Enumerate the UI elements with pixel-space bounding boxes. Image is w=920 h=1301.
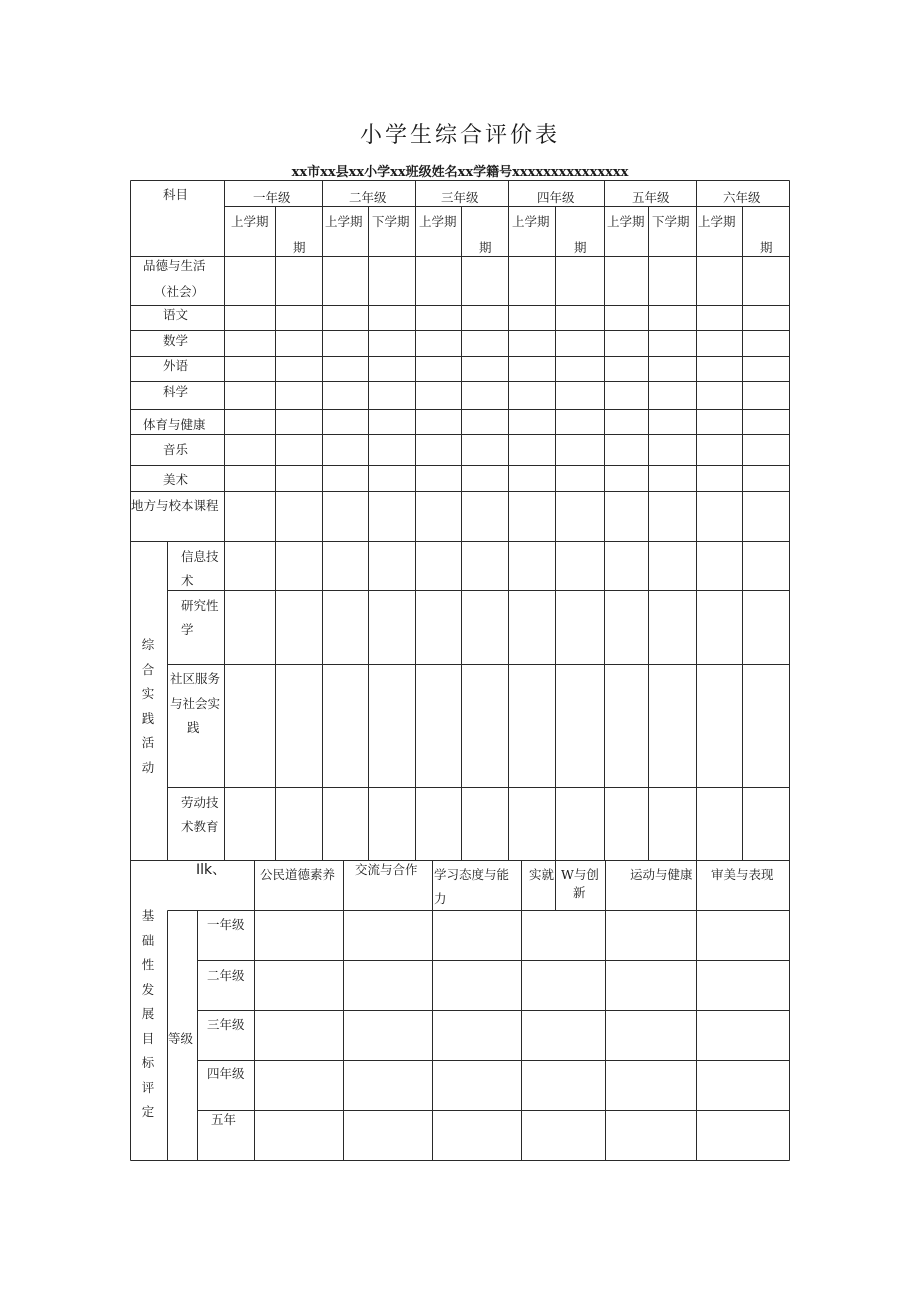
term-upper-g2: 上学期 <box>325 214 363 229</box>
practice-labor-line2: 术教育 <box>181 819 219 834</box>
term-upper-g1: 上学期 <box>231 214 269 229</box>
basic-header-communication: 交流与合作 <box>355 862 418 877</box>
term-lower-g5: 下学期 <box>652 214 690 229</box>
subject-music: 音乐 <box>163 442 189 457</box>
term-lower-partial-g6: 期 <box>760 240 773 255</box>
term-upper-g3: 上学期 <box>419 214 457 229</box>
basic-header-morality: 公民道德素养 <box>260 867 336 882</box>
grade-header-1: 一年级 <box>253 190 291 205</box>
basic-header-attitude-line1: 学习态度与能 <box>434 867 510 882</box>
basic-header-sports: 运动与健康 <box>630 867 693 882</box>
practice-research-line1: 研究性 <box>181 598 219 613</box>
subject-chinese: 语文 <box>163 307 189 322</box>
basic-header-attitude-line2: 力 <box>434 891 447 906</box>
basic-header-innovation-line2: 新 <box>573 885 586 900</box>
page-title: 小学生综合评价表 <box>359 123 560 148</box>
subject-science: 科学 <box>163 384 189 399</box>
term-lower-g2: 下学期 <box>372 214 410 229</box>
practice-research-line2: 学 <box>181 622 194 637</box>
grade-header-5: 五年级 <box>632 190 670 205</box>
basic-corner-label: Ilk、 <box>196 862 227 878</box>
basic-grade-2: 二年级 <box>207 968 245 983</box>
grade-header-6: 六年级 <box>723 190 761 205</box>
subject-foreign-language: 外语 <box>163 358 189 373</box>
term-upper-g4: 上学期 <box>512 214 550 229</box>
basic-grade-5: 五年 <box>211 1112 237 1127</box>
basic-header-practice: 实就 <box>529 867 555 882</box>
subject-pe: 体育与健康 <box>143 417 206 432</box>
practice-labor-line1: 劳动技 <box>181 795 219 810</box>
practice-section-label: 综合实践活动 <box>141 637 155 775</box>
basic-grade-1: 一年级 <box>207 917 245 932</box>
practice-community-line1: 社区服务 <box>170 671 221 686</box>
basic-section-label: 基础性发展目标评定 <box>141 908 155 1119</box>
subject-morality-sub: （社会） <box>154 284 205 299</box>
level-label: 等级 <box>168 1031 194 1046</box>
practice-it-line1: 信息技 <box>181 549 219 564</box>
practice-community-line3: 践 <box>187 720 200 735</box>
basic-grade-3: 三年级 <box>207 1017 245 1032</box>
subject-art: 美术 <box>163 472 189 487</box>
practice-community-line2: 与社会实 <box>170 696 221 711</box>
term-upper-g5: 上学期 <box>607 214 645 229</box>
term-upper-g6: 上学期 <box>698 214 736 229</box>
grade-header-4: 四年级 <box>537 190 575 205</box>
basic-header-innovation-line1: W与创 <box>561 867 599 882</box>
term-lower-partial-g3: 期 <box>479 240 492 255</box>
basic-grade-4: 四年级 <box>207 1066 245 1081</box>
grade-header-3: 三年级 <box>441 190 479 205</box>
student-info-line: xx市xx县xx小学xx班级姓名xx学籍号xxxxxxxxxxxxxxx <box>291 165 629 180</box>
practice-it-line2: 术 <box>181 573 194 588</box>
subject-math: 数学 <box>163 333 189 348</box>
basic-header-aesthetics: 审美与表现 <box>711 867 774 882</box>
subject-morality: 品德与生活 <box>143 258 206 273</box>
subject-local-curriculum: 地方与校本课程 <box>131 498 219 513</box>
grade-header-2: 二年级 <box>349 190 387 205</box>
subject-header: 科目 <box>163 187 189 202</box>
term-lower-partial-g1: 期 <box>293 240 306 255</box>
term-lower-partial-g4: 期 <box>574 240 587 255</box>
